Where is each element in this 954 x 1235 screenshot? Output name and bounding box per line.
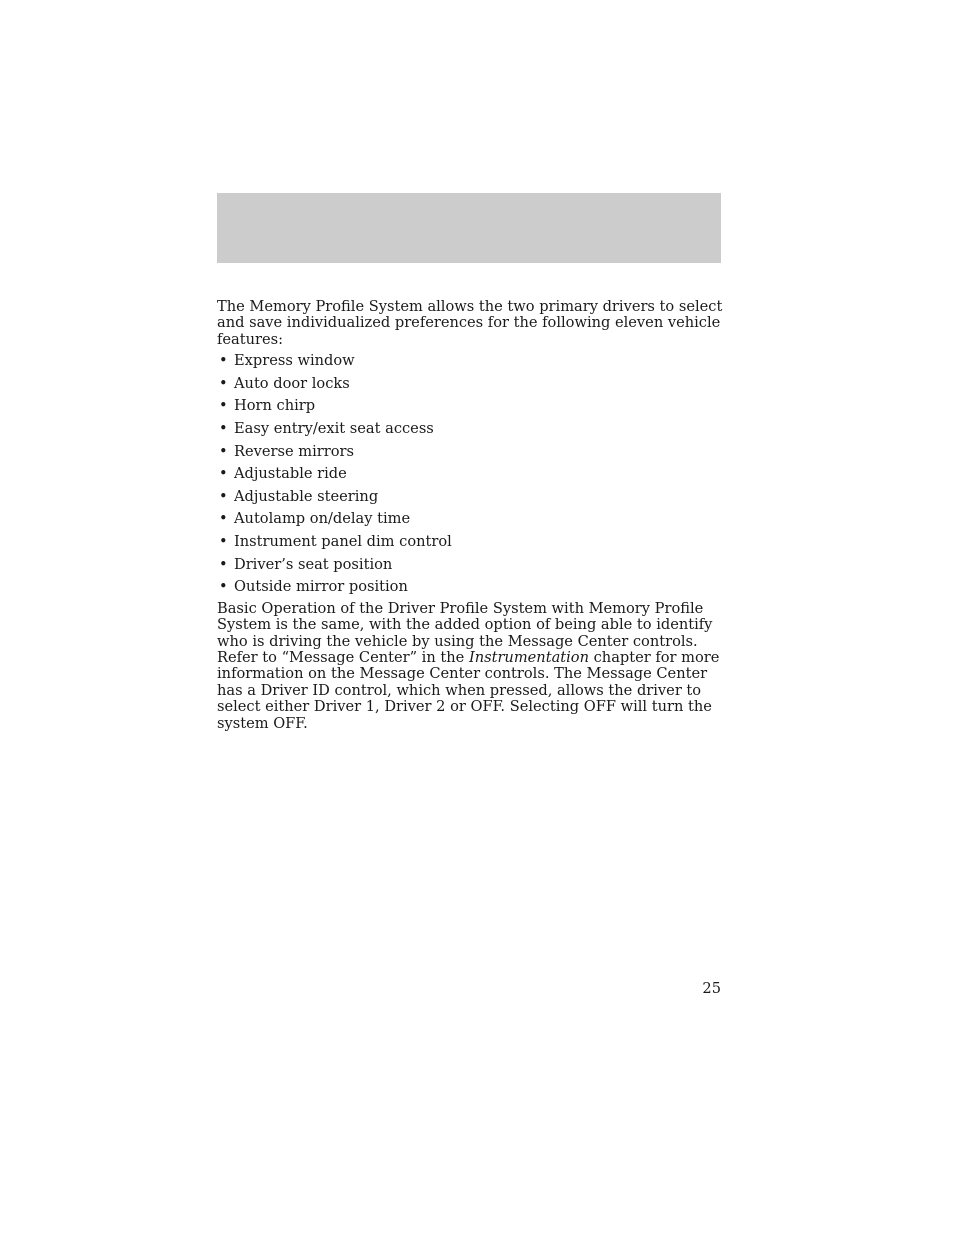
page-number: 25 — [702, 980, 721, 997]
feature-label: Express window — [234, 352, 355, 370]
bullet-icon: • — [219, 352, 228, 370]
feature-label: Horn chirp — [234, 397, 316, 415]
bullet-icon: • — [219, 374, 228, 392]
bullet-icon: • — [219, 465, 228, 483]
operation-text-part1: Basic Operation of the Driver Profile System with Memory Profile System is the same, with the added option of being able to identify who is driving the vehicle by using the Message Center controls. Refer to “Message Center” in the — [217, 599, 713, 666]
feature-label: Auto door locks — [234, 374, 350, 392]
list-item — [217, 376, 727, 399]
list-item — [217, 579, 727, 602]
feature-label: Reverse mirrors — [234, 442, 354, 460]
list-item — [217, 511, 727, 534]
bullet-icon: • — [219, 510, 228, 528]
list-item — [217, 557, 727, 580]
list-item — [217, 534, 727, 557]
operation-text-part2: chapter for more information on the Message Center controls. The Message Center has a Driver ID control, which when pressed, allows the driver to select either Driver 1, Driver 2 or OFF. Selecting OFF will turn the system OFF. — [217, 648, 720, 732]
feature-list — [217, 353, 727, 602]
bullet-icon: • — [219, 442, 228, 460]
feature-label: Driver’s seat position — [234, 555, 393, 573]
bullet-icon: • — [219, 532, 228, 550]
bullet-icon: • — [219, 578, 228, 596]
operation-paragraph — [217, 601, 727, 732]
feature-label: Adjustable ride — [234, 465, 347, 483]
list-item — [217, 353, 727, 376]
feature-label: Outside mirror position — [234, 578, 408, 596]
feature-label: Easy entry/exit seat access — [234, 420, 434, 437]
list-item — [217, 398, 727, 421]
instrumentation-chapter-ref: Instrumentation — [468, 648, 589, 666]
bullet-icon: • — [219, 487, 228, 505]
feature-label: Instrument panel dim control — [234, 532, 452, 550]
page-content — [217, 299, 727, 732]
list-item — [217, 421, 727, 444]
feature-label: Autolamp on/delay time — [234, 510, 411, 528]
bullet-icon: • — [219, 397, 228, 415]
list-item — [217, 466, 727, 489]
list-item — [217, 489, 727, 512]
feature-label: Adjustable steering — [234, 487, 379, 505]
bullet-icon: • — [219, 420, 228, 437]
section-header-bar — [217, 193, 721, 263]
bullet-icon: • — [219, 555, 228, 573]
list-item — [217, 444, 727, 467]
intro-paragraph: The Memory Profile System allows the two primary drivers to select and save individualized preferences for the following eleven vehicle features: — [217, 298, 723, 348]
